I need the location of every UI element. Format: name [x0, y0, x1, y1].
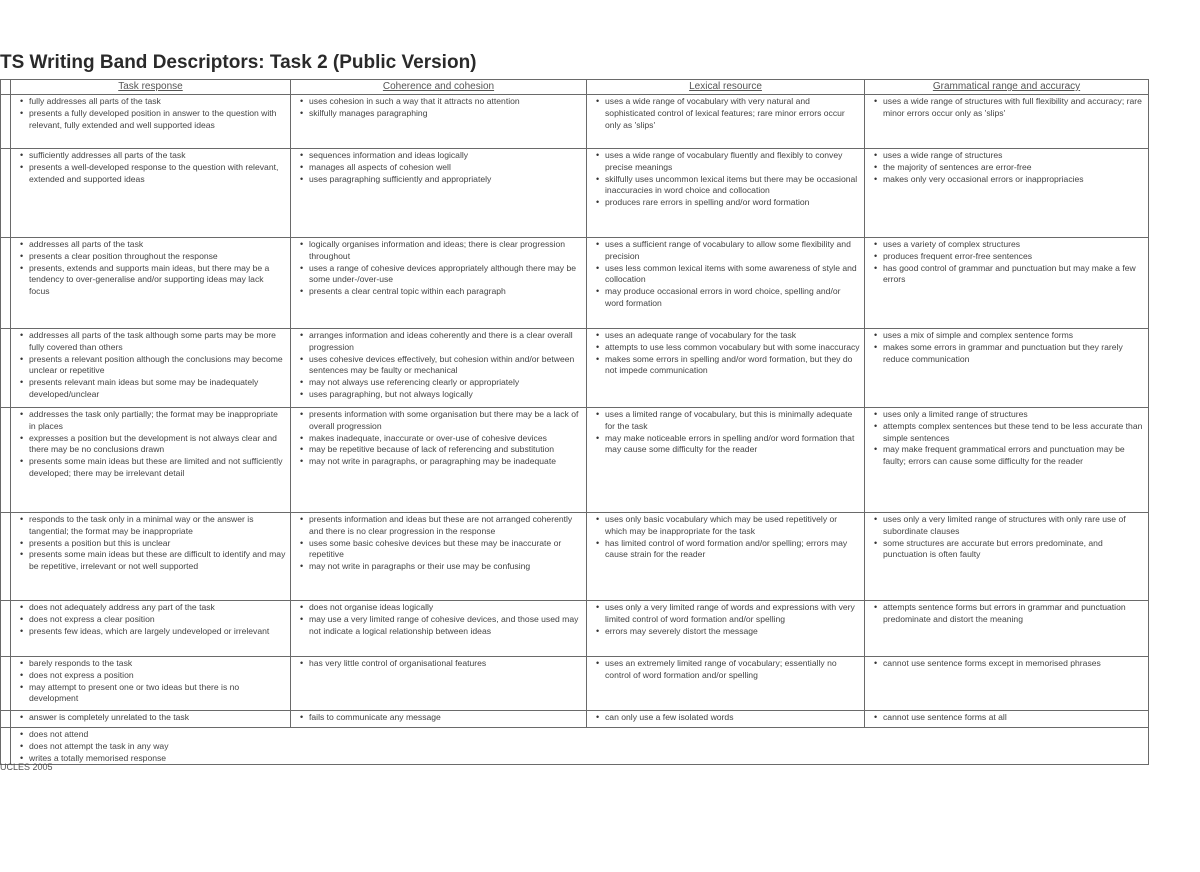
cell-band-zero: [11, 728, 1149, 765]
cell-lexical-resource: [587, 238, 865, 329]
cell-task-response: [11, 711, 291, 728]
descriptor-list: [11, 239, 290, 298]
descriptor-list: [291, 239, 586, 298]
descriptor-item: • attempts sentence forms but errors in grammar and punctuation predominate and distort the meaning: [883, 602, 1144, 626]
table-row: [1, 149, 1149, 238]
descriptor-item: • barely responds to the task: [29, 658, 286, 670]
descriptor-item: • uses an extremely limited range of vocabulary; essentially no control of word formation and/or spelling: [605, 658, 860, 682]
cell-coherence-cohesion: [291, 513, 587, 601]
cell-lexical-resource: [587, 95, 865, 149]
descriptor-item: • produces rare errors in spelling and/or word formation: [605, 197, 860, 209]
descriptor-item: • fully addresses all parts of the task: [29, 96, 286, 108]
descriptor-list: [865, 409, 1148, 468]
descriptor-item: • has limited control of word formation and/or spelling; errors may cause strain for the reader: [605, 538, 860, 562]
cell-coherence-cohesion: [291, 149, 587, 238]
descriptor-item: • uses a wide range of structures with full flexibility and accuracy; rare minor errors occur only as 'slips': [883, 96, 1144, 120]
descriptor-item: • does not express a position: [29, 670, 286, 682]
descriptor-item: • responds to the task only in a minimal way or the answer is tangential; the format may be inappropriate: [29, 514, 286, 538]
cell-grammatical-range: [865, 329, 1149, 408]
band-cell: [1, 728, 11, 765]
table-row: [1, 329, 1149, 408]
cell-coherence-cohesion: [291, 329, 587, 408]
cell-coherence-cohesion: [291, 601, 587, 657]
cell-lexical-resource: [587, 711, 865, 728]
table-row: [1, 95, 1149, 149]
cell-coherence-cohesion: [291, 238, 587, 329]
cell-grammatical-range: [865, 657, 1149, 711]
descriptor-list: [11, 514, 290, 573]
cell-grammatical-range: [865, 95, 1149, 149]
descriptor-list: [11, 330, 290, 401]
descriptor-item: • writes a totally memorised response: [29, 753, 1144, 765]
descriptor-item: • may be repetitive because of lack of referencing and substitution: [309, 444, 582, 456]
descriptor-item: • presents relevant main ideas but some may be inadequately developed/unclear: [29, 377, 286, 401]
descriptor-item: • attempts complex sentences but these tend to be less accurate than simple sentences: [883, 421, 1144, 445]
table-row: [1, 711, 1149, 728]
descriptor-list: [587, 409, 864, 456]
descriptor-list: [587, 330, 864, 377]
descriptor-list: [11, 150, 290, 185]
descriptor-item: • does not adequately address any part of the task: [29, 602, 286, 614]
descriptor-list: [865, 514, 1148, 561]
descriptor-item: • uses a mix of simple and complex sentence forms: [883, 330, 1144, 342]
cell-lexical-resource: [587, 513, 865, 601]
header-row: [1, 80, 1149, 95]
descriptor-list: [865, 712, 1148, 724]
descriptor-item: • uses a limited range of vocabulary, but this is minimally adequate for the task: [605, 409, 860, 433]
band-cell: [1, 657, 11, 711]
descriptor-item: • manages all aspects of cohesion well: [309, 162, 582, 174]
descriptor-item: • presents a clear position throughout the response: [29, 251, 286, 263]
descriptor-item: • uses only basic vocabulary which may be used repetitively or which may be inappropriate for the task: [605, 514, 860, 538]
descriptor-list: [587, 239, 864, 310]
header-task-response: Task response: [11, 80, 291, 95]
table-row: [1, 728, 1149, 765]
descriptor-list: [587, 150, 864, 209]
descriptor-list: [865, 330, 1148, 365]
descriptor-item: • presents information and ideas but these are not arranged coherently and there is no clear progression in the response: [309, 514, 582, 538]
descriptor-item: • has very little control of organisational features: [309, 658, 582, 670]
descriptor-item: • presents a relevant position although the conclusions may become unclear or repetitive: [29, 354, 286, 378]
header-lexical-resource: Lexical resource: [587, 80, 865, 95]
descriptor-item: • may use a very limited range of cohesive devices, and those used may not indicate a logical relationship between ideas: [309, 614, 582, 638]
descriptor-list: [291, 712, 586, 724]
cell-grammatical-range: [865, 513, 1149, 601]
descriptor-list: [865, 96, 1148, 120]
band-cell: [1, 601, 11, 657]
descriptor-item: • may not write in paragraphs, or paragraphing may be inadequate: [309, 456, 582, 468]
descriptor-item: • makes some errors in spelling and/or word formation, but they do not impede communication: [605, 354, 860, 378]
header-grammatical-range: Grammatical range and accuracy: [865, 80, 1149, 95]
descriptor-item: • uses less common lexical items with some awareness of style and collocation: [605, 263, 860, 287]
descriptor-item: • uses an adequate range of vocabulary for the task: [605, 330, 860, 342]
cell-grammatical-range: [865, 711, 1149, 728]
descriptor-item: • fails to communicate any message: [309, 712, 582, 724]
descriptor-item: • uses a sufficient range of vocabulary to allow some flexibility and precision: [605, 239, 860, 263]
descriptor-list: [291, 602, 586, 637]
band-cell: [1, 149, 11, 238]
descriptor-item: • uses a wide range of structures: [883, 150, 1144, 162]
band-cell: [1, 513, 11, 601]
descriptor-list: [587, 514, 864, 561]
descriptor-item: • may not always use referencing clearly or appropriately: [309, 377, 582, 389]
descriptor-item: • uses cohesion in such a way that it attracts no attention: [309, 96, 582, 108]
descriptor-item: • uses only a limited range of structures: [883, 409, 1144, 421]
descriptor-item: • addresses all parts of the task although some parts may be more fully covered than others: [29, 330, 286, 354]
table-row: [1, 238, 1149, 329]
band-cell: [1, 408, 11, 513]
band-cell: [1, 238, 11, 329]
descriptor-item: • presents some main ideas but these are difficult to identify and may be repetitive, irrelevant or not well supported: [29, 549, 286, 573]
cell-task-response: [11, 329, 291, 408]
cell-coherence-cohesion: [291, 95, 587, 149]
descriptor-item: • does not attend: [29, 729, 1144, 741]
copyright: UCLES 2005: [0, 762, 53, 772]
descriptor-item: • addresses all parts of the task: [29, 239, 286, 251]
descriptor-list: [587, 96, 864, 131]
cell-task-response: [11, 95, 291, 149]
descriptor-item: • may not write in paragraphs or their use may be confusing: [309, 561, 582, 573]
descriptor-item: • presents, extends and supports main ideas, but there may be a tendency to over-generalise and/or supporting ideas may lack focus: [29, 263, 286, 298]
descriptor-item: • uses paragraphing sufficiently and appropriately: [309, 174, 582, 186]
descriptor-list: [291, 409, 586, 468]
descriptor-list: [865, 658, 1148, 670]
descriptor-item: • may make frequent grammatical errors and punctuation may be faulty; errors can cause some difficulty for the reader: [883, 444, 1144, 468]
descriptor-list: [11, 658, 290, 705]
descriptor-list: [11, 96, 290, 131]
descriptor-item: • uses only a very limited range of structures with only rare use of subordinate clauses: [883, 514, 1144, 538]
descriptor-list: [11, 409, 290, 480]
descriptor-item: • produces frequent error-free sentences: [883, 251, 1144, 263]
cell-task-response: [11, 513, 291, 601]
descriptor-item: • presents some main ideas but these are limited and not sufficiently developed; there may be irrelevant detail: [29, 456, 286, 480]
cell-task-response: [11, 238, 291, 329]
descriptor-item: • can only use a few isolated words: [605, 712, 860, 724]
descriptor-item: • makes some errors in grammar and punctuation but they rarely reduce communication: [883, 342, 1144, 366]
cell-task-response: [11, 657, 291, 711]
descriptor-item: • uses paragraphing, but not always logically: [309, 389, 582, 401]
descriptor-item: • uses some basic cohesive devices but these may be inaccurate or repetitive: [309, 538, 582, 562]
descriptor-list: [865, 602, 1148, 626]
descriptor-item: • does not attempt the task in any way: [29, 741, 1144, 753]
descriptor-item: • skilfully manages paragraphing: [309, 108, 582, 120]
descriptor-item: • does not organise ideas logically: [309, 602, 582, 614]
cell-lexical-resource: [587, 601, 865, 657]
descriptor-item: • uses a range of cohesive devices appropriately although there may be some under-/over-use: [309, 263, 582, 287]
descriptor-list: [587, 658, 864, 682]
cell-lexical-resource: [587, 408, 865, 513]
descriptor-item: • makes only very occasional errors or inappropriacies: [883, 174, 1144, 186]
descriptor-item: • cannot use sentence forms except in memorised phrases: [883, 658, 1144, 670]
descriptor-list: [865, 239, 1148, 286]
descriptor-item: • some structures are accurate but errors predominate, and punctuation is often faulty: [883, 538, 1144, 562]
descriptor-item: • presents a fully developed position in answer to the question with relevant, fully extended and well supported ideas: [29, 108, 286, 132]
cell-coherence-cohesion: [291, 657, 587, 711]
descriptor-list: [587, 712, 864, 724]
descriptor-list: [11, 602, 290, 637]
descriptor-item: • uses only a very limited range of words and expressions with very limited control of word formation and/or spelling: [605, 602, 860, 626]
descriptor-item: • arranges information and ideas coherently and there is a clear overall progression: [309, 330, 582, 354]
descriptor-item: • presents few ideas, which are largely undeveloped or irrelevant: [29, 626, 286, 638]
descriptor-item: • may make noticeable errors in spelling and/or word formation that may cause some difficulty for the reader: [605, 433, 860, 457]
cell-task-response: [11, 601, 291, 657]
band-descriptors-table: [0, 79, 1149, 765]
table-row: [1, 601, 1149, 657]
cell-grammatical-range: [865, 238, 1149, 329]
cell-grammatical-range: [865, 149, 1149, 238]
descriptor-item: • uses cohesive devices effectively, but cohesion within and/or between sentences may be faulty or mechanical: [309, 354, 582, 378]
descriptor-list: [865, 150, 1148, 185]
band-cell: [1, 95, 11, 149]
descriptor-list: [291, 658, 586, 670]
cell-grammatical-range: [865, 601, 1149, 657]
descriptor-item: • presents information with some organisation but there may be a lack of overall progression: [309, 409, 582, 433]
descriptor-item: • may attempt to present one or two ideas but there is no development: [29, 682, 286, 706]
descriptor-item: • presents a position but this is unclear: [29, 538, 286, 550]
descriptor-item: • errors may severely distort the message: [605, 626, 860, 638]
page-title: TS Writing Band Descriptors: Task 2 (Public Version): [0, 52, 477, 73]
cell-task-response: [11, 149, 291, 238]
cell-lexical-resource: [587, 149, 865, 238]
cell-grammatical-range: [865, 408, 1149, 513]
descriptor-item: • skilfully uses uncommon lexical items but there may be occasional inaccuracies in word choice and collocation: [605, 174, 860, 198]
band-cell: [1, 329, 11, 408]
descriptor-item: • may produce occasional errors in word choice, spelling and/or word formation: [605, 286, 860, 310]
descriptor-item: • answer is completely unrelated to the task: [29, 712, 286, 724]
descriptor-item: • uses a variety of complex structures: [883, 239, 1144, 251]
descriptor-list: [291, 514, 586, 573]
descriptor-item: • expresses a position but the development is not always clear and there may be no conclusions drawn: [29, 433, 286, 457]
descriptor-list: [291, 150, 586, 185]
cell-coherence-cohesion: [291, 408, 587, 513]
band-cell: [1, 711, 11, 728]
descriptor-list: [291, 330, 586, 401]
descriptor-item: • addresses the task only partially; the format may be inappropriate in places: [29, 409, 286, 433]
table-row: [1, 513, 1149, 601]
descriptor-item: • presents a clear central topic within each paragraph: [309, 286, 582, 298]
table-row: [1, 657, 1149, 711]
descriptor-item: • uses a wide range of vocabulary fluently and flexibly to convey precise meanings: [605, 150, 860, 174]
descriptor-list: [291, 96, 586, 120]
descriptor-item: • does not express a clear position: [29, 614, 286, 626]
descriptor-list: [587, 602, 864, 637]
cell-lexical-resource: [587, 329, 865, 408]
descriptor-item: • the majority of sentences are error-free: [883, 162, 1144, 174]
descriptor-list: [11, 729, 1148, 764]
descriptor-item: • uses a wide range of vocabulary with very natural and sophisticated control of lexical features; rare minor errors occur only as 'slips': [605, 96, 860, 131]
descriptor-item: • logically organises information and ideas; there is clear progression throughout: [309, 239, 582, 263]
cell-task-response: [11, 408, 291, 513]
descriptor-item: • presents a well-developed response to the question with relevant, extended and supported ideas: [29, 162, 286, 186]
table-row: [1, 408, 1149, 513]
band-header: [1, 80, 11, 95]
descriptor-item: • attempts to use less common vocabulary but with some inaccuracy: [605, 342, 860, 354]
descriptor-item: • has good control of grammar and punctuation but may make a few errors: [883, 263, 1144, 287]
descriptor-item: • cannot use sentence forms at all: [883, 712, 1144, 724]
header-coherence-cohesion: Coherence and cohesion: [291, 80, 587, 95]
descriptor-item: • makes inadequate, inaccurate or over-use of cohesive devices: [309, 433, 582, 445]
descriptor-list: [11, 712, 290, 724]
cell-lexical-resource: [587, 657, 865, 711]
descriptor-item: • sufficiently addresses all parts of the task: [29, 150, 286, 162]
descriptor-item: • sequences information and ideas logically: [309, 150, 582, 162]
cell-coherence-cohesion: [291, 711, 587, 728]
